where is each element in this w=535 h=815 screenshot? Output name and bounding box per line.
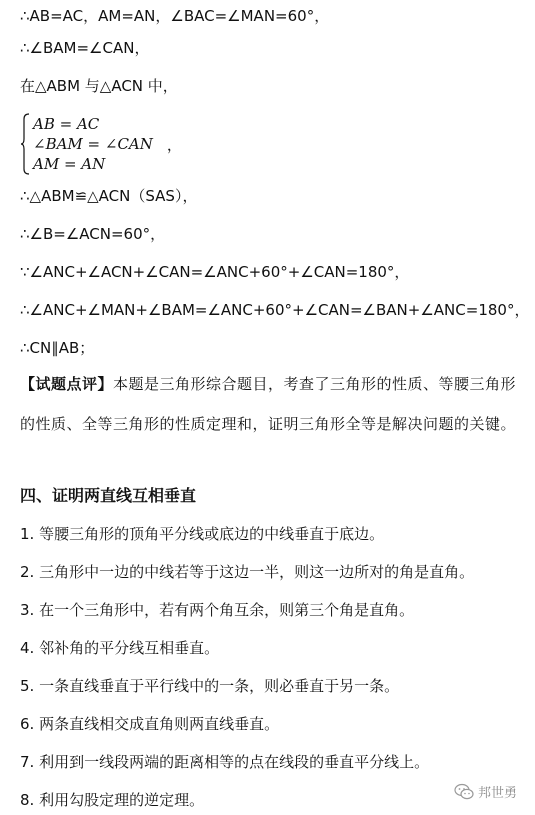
comment-tag: 【试题点评】 [20, 375, 114, 393]
proof-line-8: ∴∠ANC+∠MAN+∠BAM=∠ANC+60°+∠CAN=∠BAN+∠ANC=180°， [20, 301, 530, 319]
list-item: 2. 三角形中一边的中线若等于这边一半，则这一边所对的角是直角。 [20, 563, 475, 581]
proof-line-1: ∴AB=AC，AM=AN，∠BAC=∠MAN=60°， [20, 7, 330, 25]
equation-list [33, 114, 153, 174]
list-item: 1. 等腰三角形的顶角平分线或底边的中线垂直于底边。 [20, 525, 385, 543]
proof-line-9: ∴CN∥AB； [20, 339, 95, 357]
wechat-icon [454, 783, 474, 801]
list-item: 6. 两条直线相交成直角则两直线垂直。 [20, 715, 280, 733]
equation-system [20, 110, 182, 178]
equation-2: ∠BAM = ∠CAN [33, 135, 153, 153]
left-brace-icon [20, 114, 30, 174]
equation-3: AM = AN [33, 155, 106, 173]
list-item: 5. 一条直线垂直于平行线中的一条，则必垂直于另一条。 [20, 677, 400, 695]
proof-line-7: ∵∠ANC+∠ACN+∠CAN=∠ANC+60°+∠CAN=180°， [20, 263, 410, 281]
proof-line-6: ∴∠B=∠ACN=60°， [20, 225, 166, 243]
proof-line-3: 在△ABM 与△ACN 中， [20, 77, 178, 95]
watermark [454, 782, 517, 801]
list-item: 4. 邻补角的平分线互相垂直。 [20, 639, 220, 657]
system-trailing-comma: ， [166, 135, 182, 154]
list-item: 3. 在一个三角形中，若有两个角互余，则第三个角是直角。 [20, 601, 415, 619]
list-item: 7. 利用到一线段两端的距离相等的点在线段的垂直平分线上。 [20, 753, 430, 771]
list-item: 8. 利用勾股定理的逆定理。 [20, 791, 205, 809]
watermark-text: 邦世勇 [477, 786, 517, 801]
proof-line-5: ∴△ABM≌△ACN（SAS）， [20, 187, 198, 205]
comment-paragraph [20, 364, 525, 444]
comment-text: 本题是三角形综合题目，考查了三角形的性质、等腰三角形的性质、全等三角形的性质定理和，证明三角形全等是解决问题的关键。 [20, 375, 517, 433]
proof-line-2: ∴∠BAM=∠CAN， [20, 39, 150, 57]
equation-1: AB = AC [33, 115, 100, 133]
section-heading: 四、证明两直线互相垂直 [20, 486, 197, 505]
